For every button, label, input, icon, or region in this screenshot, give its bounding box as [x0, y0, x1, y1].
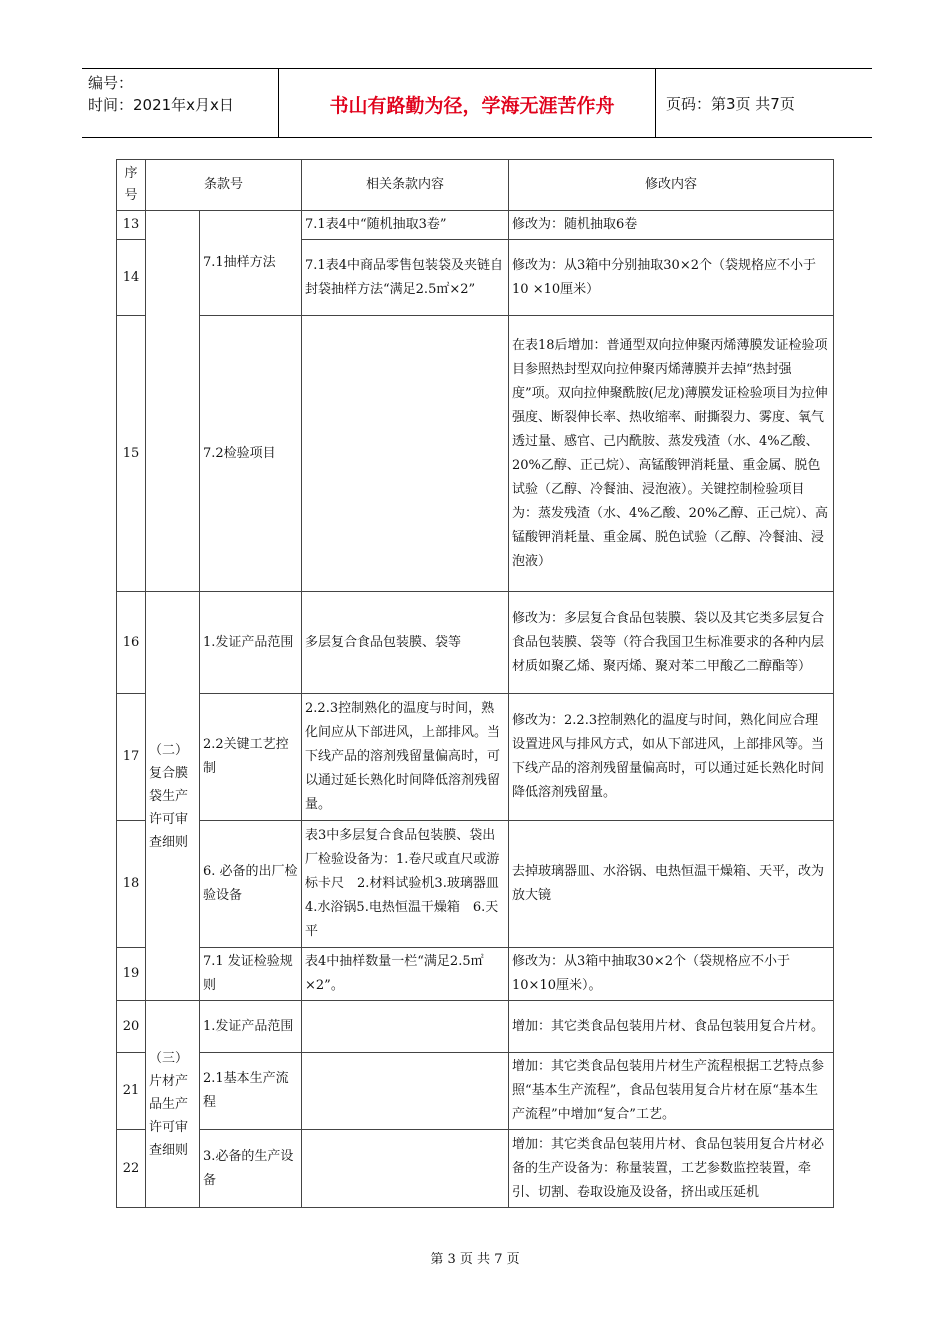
- row-number: 13: [117, 211, 146, 240]
- table-row: [117, 1001, 834, 1053]
- clause-cell: 6. 必备的出厂检验设备: [200, 821, 302, 948]
- header-motto: 书山有路勤为径，学海无涯苦作舟: [329, 95, 615, 117]
- row-number: 20: [117, 1001, 146, 1053]
- clause-cell: 2.1基本生产流程: [200, 1053, 302, 1130]
- modification-cell: 在表18后增加：普通型双向拉伸聚丙烯薄膜发证检验项目参照热封型双向拉伸聚丙烯薄膜并去掉“热封强度”项。双向拉伸聚酰胺(尼龙)薄膜发证检验项目为拉伸强度、断裂伸长率、热收缩率、耐撕裂力、雾度、氧气透过量、感官、己内酰胺、蒸发残渣（水、4%乙酸、20%乙醇、正己烷）、高锰酸钾消耗量、重金属、脱色试验（乙醇、冷餐油、浸泡液）。关键控制检验项目为：蒸发残渣（水、4%乙酸、20%乙醇、正己烷）、高锰酸钾消耗量、重金属、脱色试验（乙醇、冷餐油、浸泡液）: [509, 316, 834, 592]
- related-content-cell: [302, 1001, 509, 1053]
- category-cell-empty: [146, 211, 200, 592]
- clause-cell: 7.1 发证检验规则: [200, 948, 302, 1001]
- header-related-content: 相关条款内容: [302, 160, 509, 211]
- table-row: [117, 211, 834, 240]
- clause-cell: 3.必备的生产设备: [200, 1130, 302, 1208]
- header-modification: 修改内容: [509, 160, 834, 211]
- header-divider: [278, 69, 279, 137]
- revision-table: [116, 159, 834, 1208]
- category-cell: （三）片材产品生产许可审查细则: [146, 1001, 200, 1208]
- row-number: 16: [117, 592, 146, 694]
- modification-cell: 修改为：随机抽取6卷: [509, 211, 834, 240]
- table-row: [117, 1130, 834, 1208]
- category-cell: （二）复合膜袋生产许可审查细则: [146, 592, 200, 1001]
- clause-cell: 1.发证产品范围: [200, 1001, 302, 1053]
- table-row: [117, 948, 834, 1001]
- header-divider: [655, 69, 656, 137]
- modification-cell: 修改为：从3箱中分别抽取30×2个（袋规格应不小于10 ×10厘米）: [509, 240, 834, 316]
- table-header-row: [117, 160, 834, 211]
- related-content-cell: 表3中多层复合食品包装膜、袋出厂检验设备为：1.卷尺或直尺或游标卡尺 2.材料试验机3.玻璃器皿 4.水浴锅5.电热恒温干燥箱 6.天平: [302, 821, 509, 948]
- related-content-cell: [302, 316, 509, 592]
- row-number: 14: [117, 240, 146, 316]
- clause-cell: 2.2关键工艺控制: [200, 694, 302, 821]
- modification-cell: 修改为：多层复合食品包装膜、袋以及其它类多层复合食品包装膜、袋等（符合我国卫生标准要求的各种内层材质如聚乙烯、聚丙烯、聚对苯二甲酸乙二醇酯等）: [509, 592, 834, 694]
- header-meta: [88, 72, 234, 116]
- related-content-cell: 表4中抽样数量一栏“满足2.5㎡×2”。: [302, 948, 509, 1001]
- document-header: [82, 68, 872, 138]
- header-seq: 序号: [117, 160, 146, 211]
- related-content-cell: 7.1表4中“随机抽取3卷”: [302, 211, 509, 240]
- related-content-cell: 多层复合食品包装膜、袋等: [302, 592, 509, 694]
- modification-cell: 去掉玻璃器皿、水浴锅、电热恒温干燥箱、天平，改为放大镜: [509, 821, 834, 948]
- row-number: 21: [117, 1053, 146, 1130]
- clause-cell: 1.发证产品范围: [200, 592, 302, 694]
- related-content-cell: 7.1表4中商品零售包装袋及夹链自封袋抽样方法“满足2.5㎡×2”: [302, 240, 509, 316]
- row-number: 15: [117, 316, 146, 592]
- related-content-cell: 2.2.3控制熟化的温度与时间，熟化间应从下部进风，上部排风。当下线产品的溶剂残留量偏高时，可以通过延长熟化时间降低溶剂残留量。: [302, 694, 509, 821]
- related-content-cell: [302, 1053, 509, 1130]
- page-label: 页码：第3页 共7页: [666, 95, 795, 113]
- row-number: 18: [117, 821, 146, 948]
- related-content-cell: [302, 1130, 509, 1208]
- row-number: 22: [117, 1130, 146, 1208]
- table-row: [117, 592, 834, 694]
- clause-cell: 7.2检验项目: [200, 316, 302, 592]
- modification-cell: 修改为：从3箱中抽取30×2个（袋规格应不小于10×10厘米）。: [509, 948, 834, 1001]
- number-label: 编号：: [88, 74, 134, 92]
- modification-cell: 增加：其它类食品包装用片材生产流程根据工艺特点参照“基本生产流程”，食品包装用复合片材在原“基本生产流程”中增加“复合”工艺。: [509, 1053, 834, 1130]
- page-footer: 第 3 页 共 7 页: [430, 1252, 520, 1267]
- table-row: [117, 316, 834, 592]
- modification-cell: 增加：其它类食品包装用片材、食品包装用复合片材必备的生产设备为：称量装置，工艺参数监控装置，牵引、切割、卷取设施及设备，挤出或压延机: [509, 1130, 834, 1208]
- modification-cell: 增加：其它类食品包装用片材、食品包装用复合片材。: [509, 1001, 834, 1053]
- modification-cell: 修改为：2.2.3控制熟化的温度与时间，熟化间应合理设置进风与排风方式，如从下部进风，上部排风等。当下线产品的溶剂残留量偏高时，可以通过延长熟化时间降低溶剂残留量。: [509, 694, 834, 821]
- row-number: 19: [117, 948, 146, 1001]
- row-number: 17: [117, 694, 146, 821]
- header-clause: 条款号: [146, 160, 302, 211]
- table-row: [117, 694, 834, 821]
- clause-cell: 7.1抽样方法: [200, 211, 302, 316]
- table-row: [117, 821, 834, 948]
- time-label: 时间：2021年x月x日: [88, 96, 234, 114]
- table-row: [117, 1053, 834, 1130]
